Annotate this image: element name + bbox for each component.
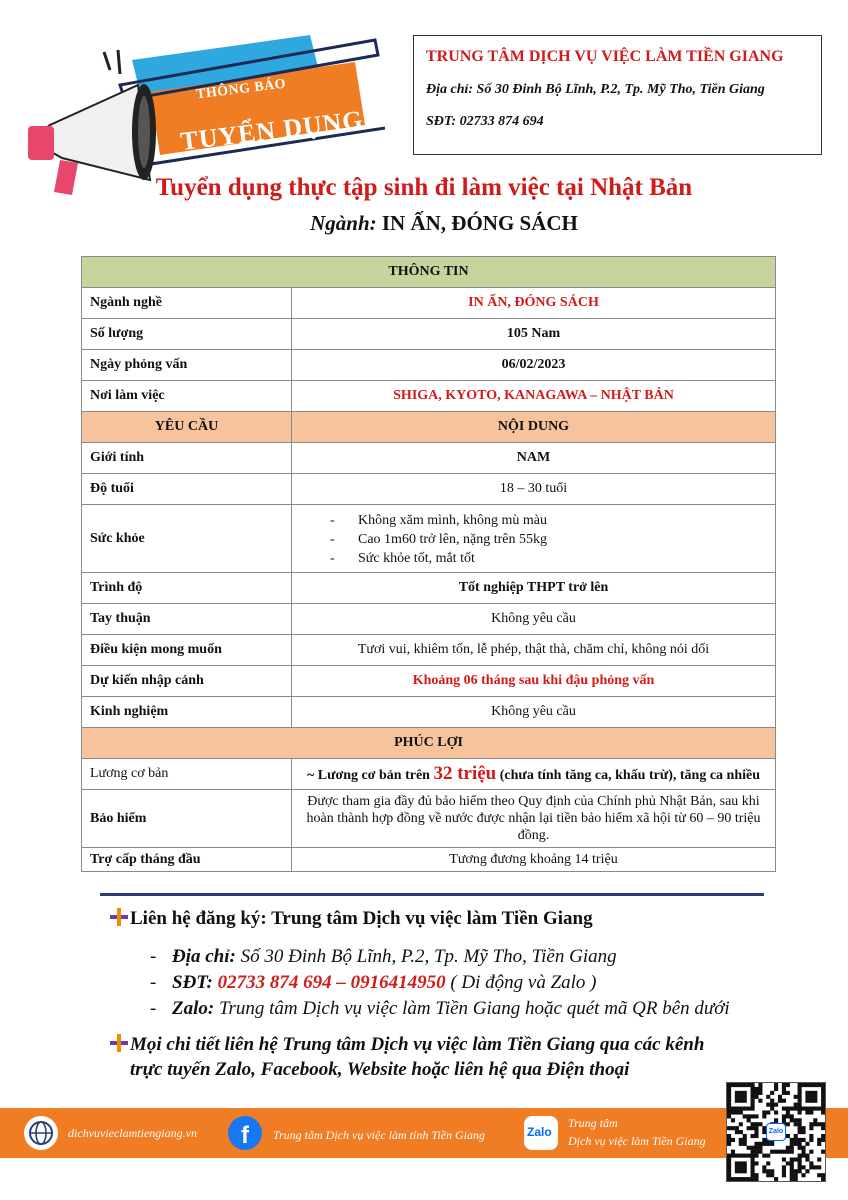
contact-heading-text: Liên hệ đăng ký: Trung tâm Dịch vụ việc làm Tiền Giang <box>130 908 593 929</box>
globe-icon[interactable] <box>24 1116 58 1150</box>
center-phone: SĐT: 02733 874 694 <box>426 114 544 129</box>
address-value: Số 30 Đinh Bộ Lĩnh, P.2, Tp. Mỹ Tho, Tiền Giang <box>235 946 617 967</box>
table-row <box>82 848 776 872</box>
req-header-right: NỘI DUNG <box>292 412 776 443</box>
row-value: 105 Nam <box>292 319 776 350</box>
list-item: - Cao 1m60 trở lên, nặng trên 55kg <box>330 530 767 549</box>
center-contact-box <box>413 35 822 155</box>
row-key: Tay thuận <box>82 604 292 635</box>
row-value: IN ẤN, ĐÓNG SÁCH <box>292 288 776 319</box>
row-value <box>292 505 776 573</box>
row-value: NAM <box>292 443 776 474</box>
row-key: Bảo hiểm <box>82 790 292 848</box>
phone-label: SĐT: <box>172 972 213 993</box>
list-item: - Không xăm mình, không mù màu <box>330 511 767 530</box>
address-label: Địa chỉ: <box>172 946 236 967</box>
row-value: Không yêu cầu <box>292 697 776 728</box>
center-name: TRUNG TÂM DỊCH VỤ VIỆC LÀM TIỀN GIANG <box>426 48 784 65</box>
svg-text:f: f <box>241 1122 249 1149</box>
table-row <box>82 288 776 319</box>
table-row <box>82 666 776 697</box>
row-key: Lương cơ bản <box>82 759 292 790</box>
footer-bar <box>0 1108 848 1158</box>
row-value: Tốt nghiệp THPT trở lên <box>292 573 776 604</box>
table-row <box>82 697 776 728</box>
row-value: Tương đương khoảng 14 triệu <box>292 848 776 872</box>
zalo-icon[interactable] <box>524 1116 558 1150</box>
section-info-title: THÔNG TIN <box>82 257 776 288</box>
badge-recruit-text: TUYỂN DỤNG <box>178 104 366 157</box>
zalo-label: Zalo: <box>172 998 215 1019</box>
contact-heading <box>110 908 593 930</box>
row-value: Được tham gia đầy đủ bảo hiểm theo Quy định của Chính phủ Nhật Bản, sau khi hoàn thành hợp đồng về nước được nhận lại tiền bảo hiểm xã hội từ 60 – 90 triệu đồng. <box>292 790 776 848</box>
contact-list <box>150 944 730 1022</box>
facebook-link[interactable]: Trung tâm Dịch vụ việc làm tỉnh Tiền Giang <box>273 1128 485 1142</box>
table-section-header <box>82 728 776 759</box>
phone-value[interactable]: 02733 874 694 – 0916414950 <box>217 972 446 993</box>
row-value: 06/02/2023 <box>292 350 776 381</box>
table-row <box>82 319 776 350</box>
row-key: Sức khỏe <box>82 505 292 573</box>
website-link[interactable]: dichvuvieclamtiengiang.vn <box>68 1126 197 1140</box>
table-row <box>82 790 776 848</box>
badge-notice-text: THÔNG BÁO <box>195 76 287 103</box>
zalo-logo-text: Zalo <box>527 1125 552 1139</box>
row-key: Giới tính <box>82 443 292 474</box>
row-key: Độ tuổi <box>82 474 292 505</box>
row-key: Trợ cấp tháng đầu <box>82 848 292 872</box>
zalo-line1: Trung tâm <box>568 1116 618 1130</box>
list-item: - Zalo: Trung tâm Dịch vụ việc làm Tiền Giang hoặc quét mã QR bên dưới <box>150 998 730 1019</box>
center-address: Địa chỉ: Số 30 Đinh Bộ Lĩnh, P.2, Tp. Mỹ Tho, Tiền Giang <box>426 82 765 97</box>
section-divider <box>100 893 764 896</box>
row-value: Khoảng 06 tháng sau khi đậu phỏng vấn <box>292 666 776 697</box>
list-item: - Địa chỉ: Số 30 Đinh Bộ Lĩnh, P.2, Tp. Mỹ Tho, Tiền Giang <box>150 946 617 967</box>
row-value <box>292 759 776 790</box>
more-info-line2: trực tuyến Zalo, Facebook, Website hoặc liên hệ qua Điện thoại <box>130 1059 630 1080</box>
table-section-header <box>82 257 776 288</box>
more-info-line1: Mọi chi tiết liên hệ Trung tâm Dịch vụ việc làm Tiền Giang qua các kênh <box>130 1034 705 1055</box>
salary-suffix: (chưa tính tăng ca, khấu trừ), tăng ca nhiều <box>496 767 761 783</box>
list-item: - Sức khỏe tốt, mắt tốt <box>330 549 767 568</box>
zalo-line2: Dịch vụ việc làm Tiền Giang <box>568 1134 706 1148</box>
row-key: Số lượng <box>82 319 292 350</box>
row-key: Ngành nghề <box>82 288 292 319</box>
row-key: Dự kiến nhập cảnh <box>82 666 292 697</box>
row-key: Ngày phỏng vấn <box>82 350 292 381</box>
table-row <box>82 759 776 790</box>
facebook-icon[interactable] <box>228 1116 262 1150</box>
table-row <box>82 350 776 381</box>
zalo-value: Trung tâm Dịch vụ việc làm Tiền Giang hoặc quét mã QR bên dưới <box>214 998 730 1019</box>
row-value: Tươi vui, khiêm tốn, lễ phép, thật thà, chăm chỉ, không nói dối <box>292 635 776 666</box>
table-section-header <box>82 412 776 443</box>
table-row <box>82 573 776 604</box>
plus-bullet-icon <box>110 1034 130 1052</box>
table-row <box>82 505 776 573</box>
row-value: SHIGA, KYOTO, KANAGAWA – NHẬT BẢN <box>292 381 776 412</box>
table-row <box>82 635 776 666</box>
req-header-left: YÊU CẦU <box>82 412 292 443</box>
plus-bullet-icon <box>110 908 130 926</box>
phone-note: ( Di động và Zalo ) <box>445 972 597 993</box>
row-key: Điều kiện mong muốn <box>82 635 292 666</box>
list-item: - SĐT: 02733 874 694 – 0916414950 ( Di động và Zalo ) <box>150 972 597 993</box>
salary-amount: 32 triệu <box>433 762 497 784</box>
table-row <box>82 381 776 412</box>
row-key: Kinh nghiệm <box>82 697 292 728</box>
qr-code[interactable] <box>726 1082 826 1182</box>
page-title: Tuyển dụng thực tập sinh đi làm việc tại Nhật Bản <box>155 174 693 201</box>
salary-prefix: ~ Lương cơ bản trên <box>306 767 434 783</box>
table-row <box>82 474 776 505</box>
subtitle-value: IN ẤN, ĐÓNG SÁCH <box>381 211 578 235</box>
table-row <box>82 604 776 635</box>
health-list <box>300 505 767 572</box>
row-key: Trình độ <box>82 573 292 604</box>
row-key: Nơi làm việc <box>82 381 292 412</box>
table-row <box>82 443 776 474</box>
qr-zalo-logo: Zalo <box>766 1123 786 1141</box>
subtitle-label: Ngành: <box>310 211 377 235</box>
section-benefits-title: PHÚC LỢI <box>82 728 776 759</box>
page-subtitle <box>0 211 848 236</box>
job-info-table <box>81 256 776 872</box>
more-info <box>110 1032 704 1082</box>
row-value: 18 – 30 tuổi <box>292 474 776 505</box>
row-value: Không yêu cầu <box>292 604 776 635</box>
